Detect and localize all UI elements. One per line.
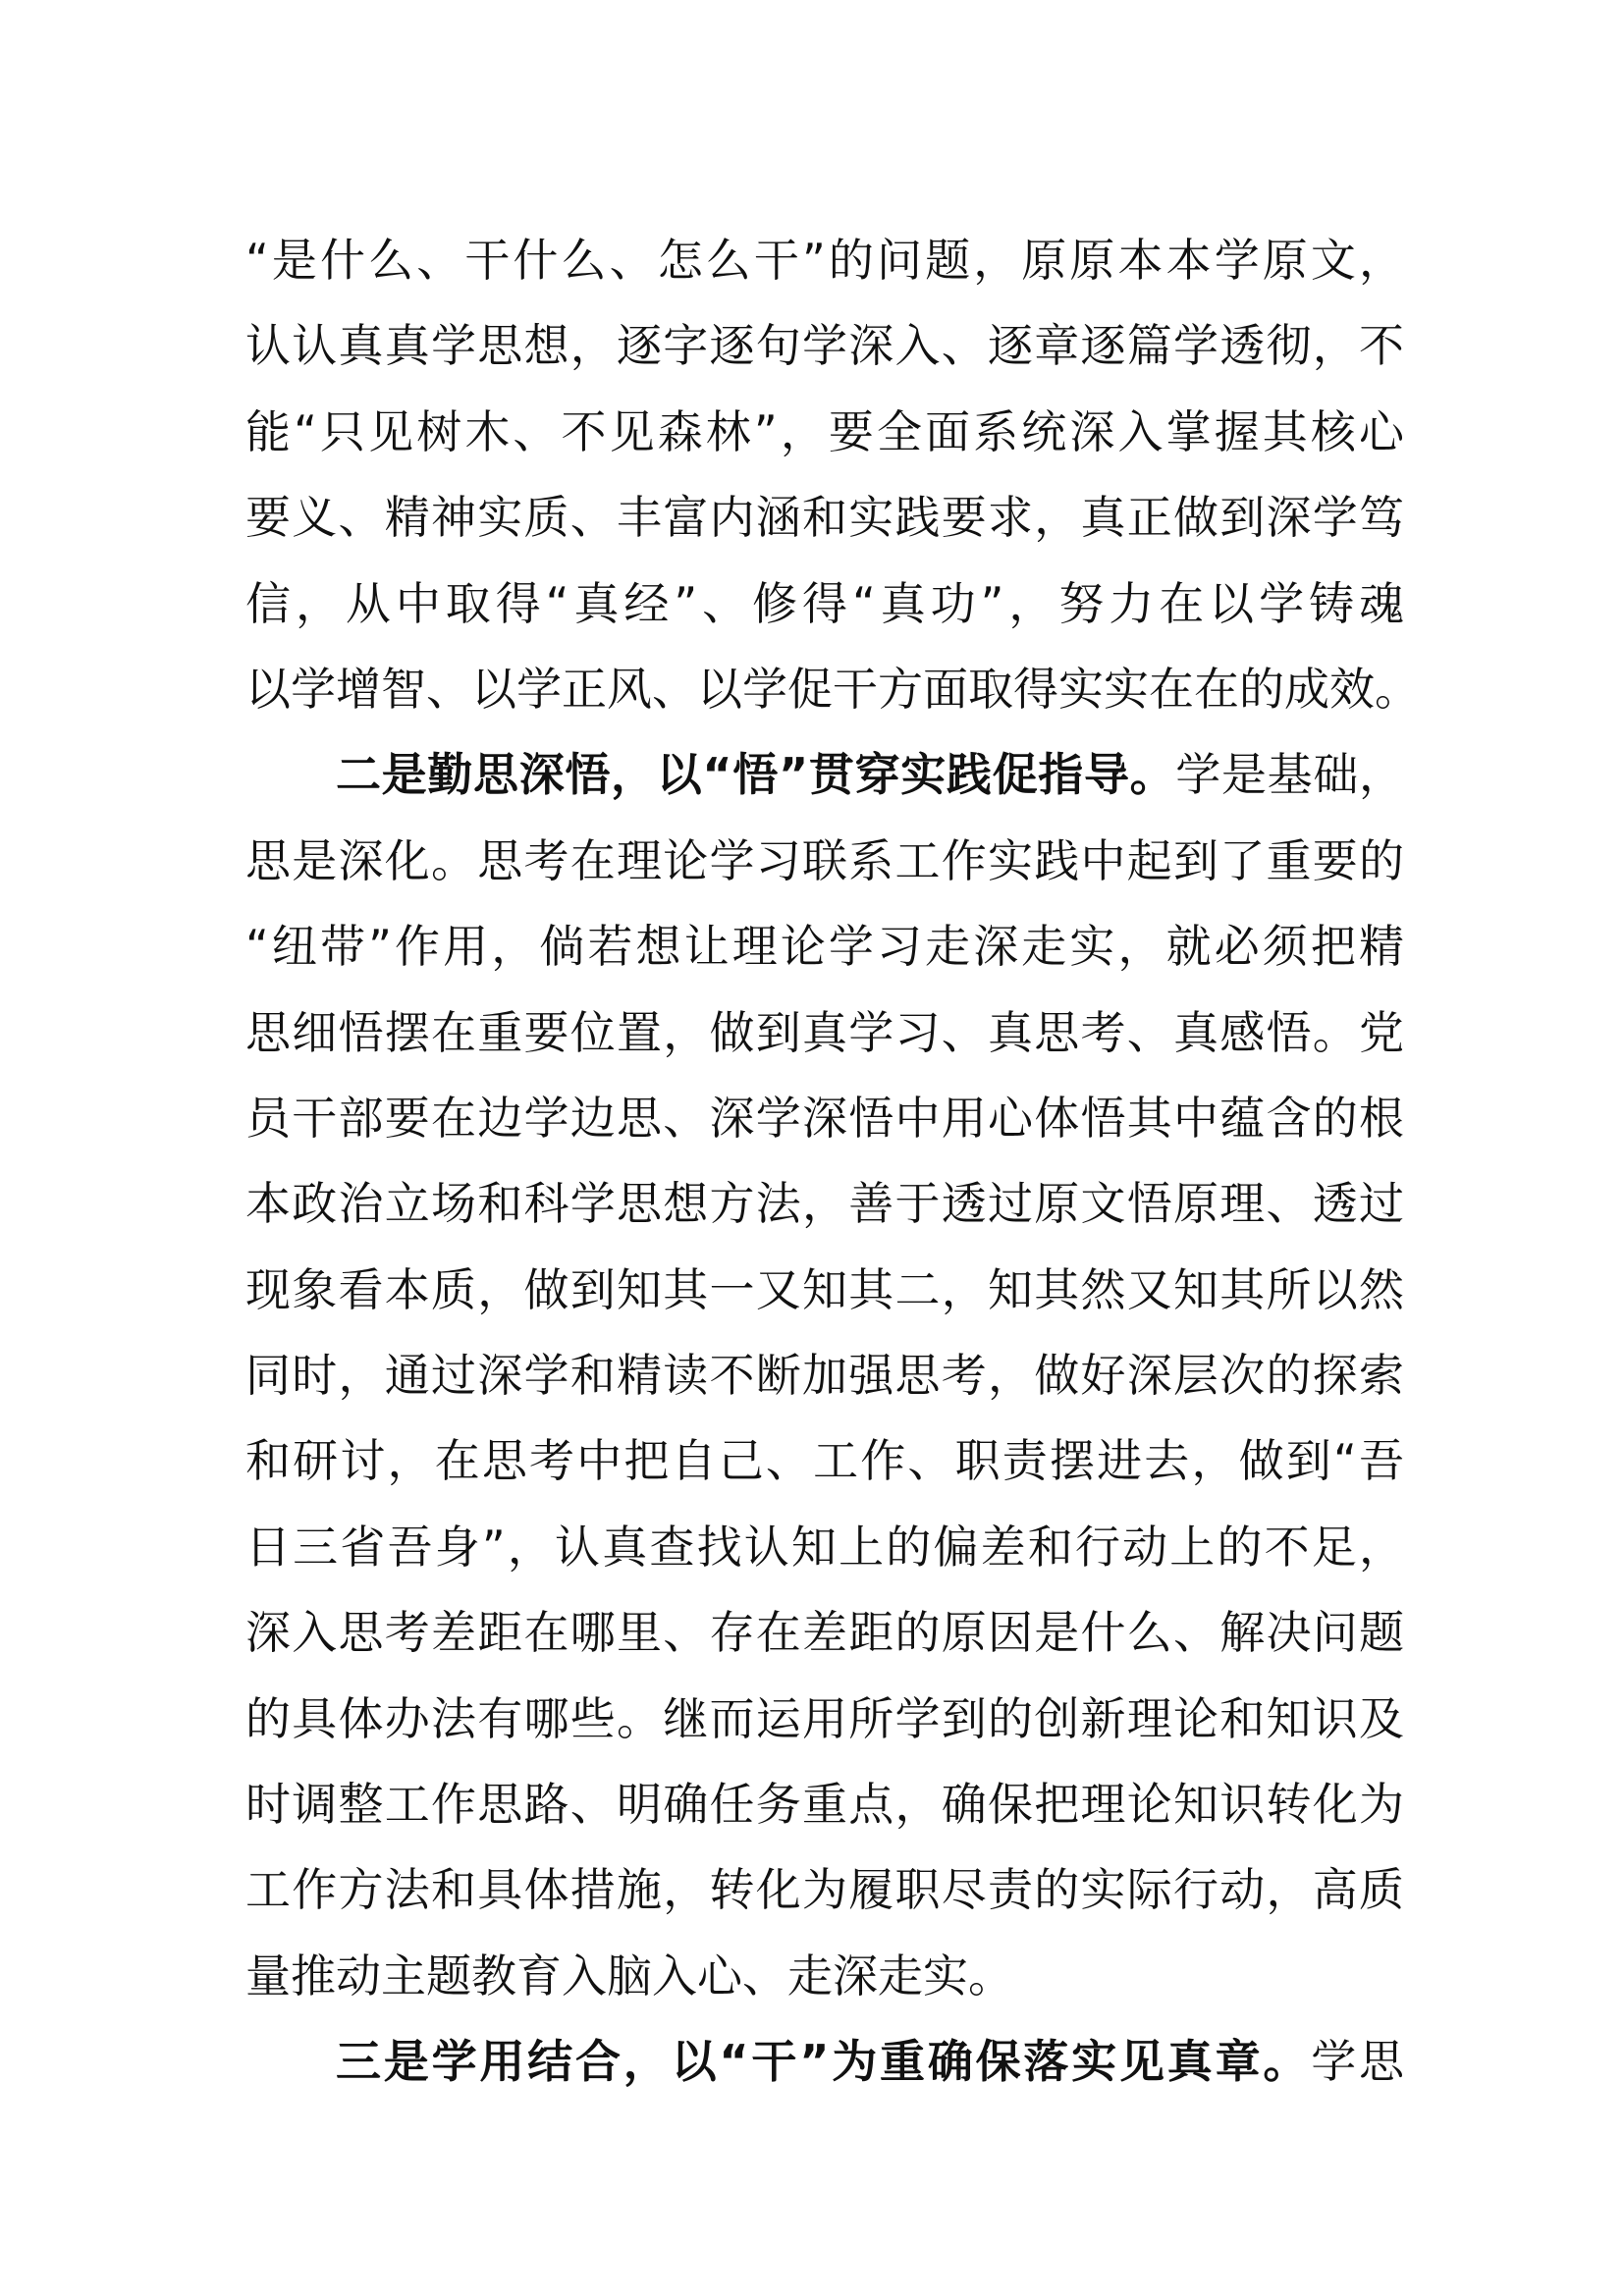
text-line: 信，从中取得“真经”、修得“真功”，努力在以学铸魂 — [245, 576, 1404, 630]
paragraph-heading: 二是勤思深悟，以“悟”贯穿实践促指导。 — [336, 748, 1176, 802]
text-span: 学是基础， — [1175, 748, 1404, 802]
text-line: 同时，通过深学和精读不断加强思考，做好深层次的探索 — [245, 1349, 1404, 1403]
text-line: 思是深化。思考在理论学习联系工作实践中起到了重要的 — [245, 833, 1404, 887]
text-line: 时调整工作思路、明确任务重点，确保把理论知识转化为 — [245, 1778, 1404, 1832]
paragraph-heading: 三是学用结合，以“干”为重确保落实见真章。 — [336, 2035, 1312, 2089]
text-span: 学思 — [1311, 2035, 1404, 2089]
paragraph-first-line — [245, 732, 1404, 818]
text-line: 能“只见树木、不见森林”，要全面系统深入掌握其核心 — [245, 404, 1404, 458]
text-line: 思细悟摆在重要位置，做到真学习、真思考、真感悟。党 — [245, 1005, 1404, 1059]
paragraph-first-line — [245, 2019, 1404, 2105]
text-line: “是什么、干什么、怎么干”的问题，原原本本学原文， — [245, 234, 1404, 287]
text-line: 认认真真学思想，逐字逐句学深入、逐章逐篇学透彻，不 — [245, 319, 1404, 373]
text-line: 日三省吾身”，认真查找认知上的偏差和行动上的不足， — [245, 1520, 1404, 1574]
text-line: 本政治立场和科学思想方法，善于透过原文悟原理、透过 — [245, 1177, 1404, 1231]
text-line: 和研讨，在思考中把自己、工作、职责摆进去，做到“吾 — [245, 1434, 1404, 1488]
text-line: 的具体办法有哪些。继而运用所学到的创新理论和知识及 — [245, 1691, 1404, 1745]
text-line: 员干部要在边学边思、深学深悟中用心体悟其中蕴含的根 — [245, 1091, 1404, 1145]
text-line: 工作方法和具体措施，转化为履职尽责的实际行动，高质 — [245, 1863, 1404, 1917]
text-line: 以学增智、以学正风、以学促干方面取得实实在在的成效。 — [245, 662, 1420, 716]
document-body — [245, 218, 1420, 2106]
text-line: “纽带”作用，倘若想让理论学习走深走实，就必须把精 — [245, 920, 1404, 974]
text-line: 深入思考差距在哪里、存在差距的原因是什么、解决问题 — [245, 1606, 1404, 1660]
text-line: 要义、精神实质、丰富内涵和实践要求，真正做到深学笃 — [245, 491, 1404, 545]
text-line: 现象看本质，做到知其一又知其二，知其然又知其所以然 — [245, 1262, 1404, 1316]
text-line: 量推动主题教育入脑入心、走深走实。 — [245, 1949, 1013, 2002]
